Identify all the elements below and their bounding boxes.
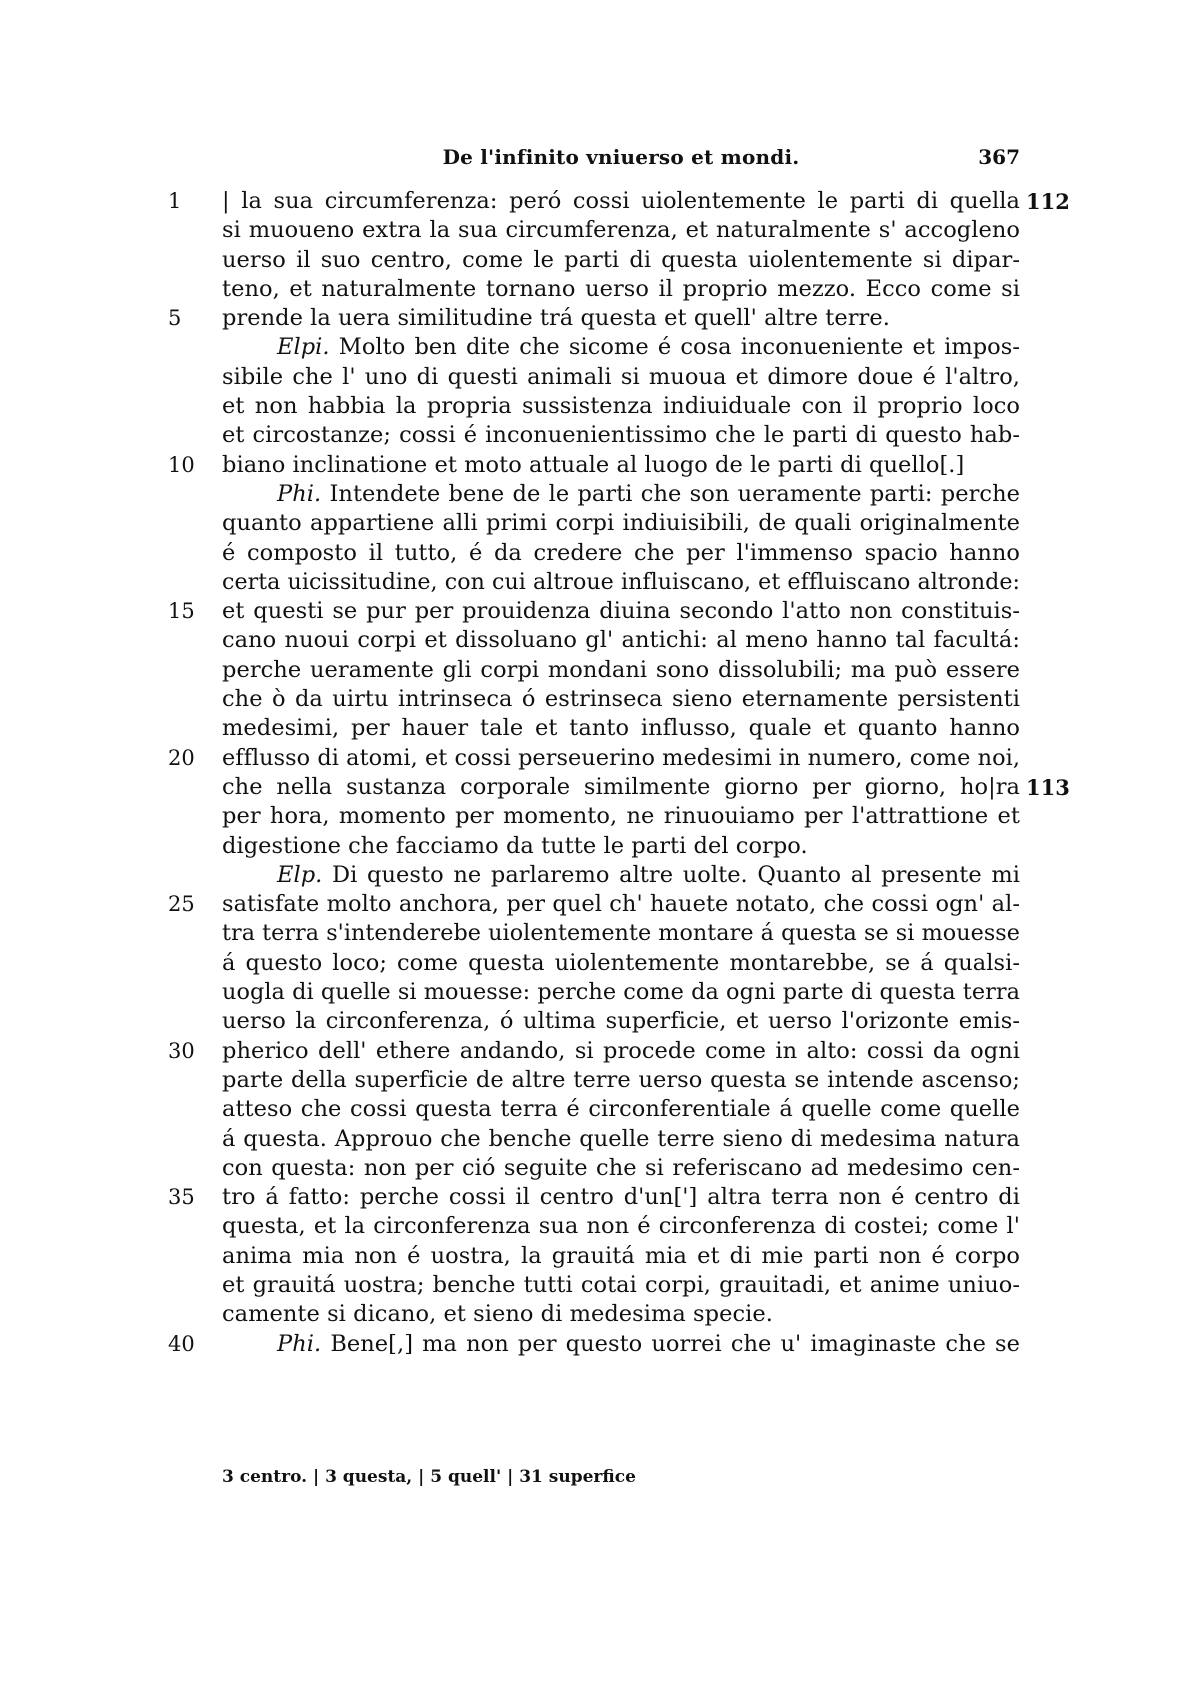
line-content: Di questo ne parlaremo altre uolte. Quanto al presente mi (332, 861, 1021, 888)
line-text (222, 568, 1020, 597)
text-line (0, 656, 1203, 685)
line-text (222, 539, 1020, 568)
text-line (0, 187, 1203, 216)
marginal-page-reference: 113 (1026, 774, 1070, 800)
line-text (222, 890, 1020, 919)
line-content: sibile che l' uno di questi animali si muoua et dimore doue é l'altro, (222, 363, 1020, 390)
line-content: anima mia non é uostra, la grauitá mia et di mie parti non é corpo (222, 1242, 1020, 1269)
line-text (222, 919, 1020, 948)
line-text (222, 1154, 1020, 1183)
line-text (222, 1330, 1020, 1359)
text-line (0, 480, 1203, 509)
text-line (0, 1183, 1203, 1212)
line-number: 40 (168, 1331, 195, 1356)
line-content: tenо, et naturalmente tornano uerso il proprio mezzo. Ecco come si (222, 275, 1020, 302)
text-line (0, 1330, 1203, 1359)
line-text (222, 744, 1020, 773)
line-text (222, 1183, 1020, 1212)
text-line (0, 1066, 1203, 1095)
line-text (222, 978, 1020, 1007)
line-content: camente si dicano, et sieno di medesima specie. (222, 1301, 773, 1328)
line-content: uerso la circonferenza, ó ultima superficie, et uerso l'orizonte emis- (222, 1008, 1020, 1035)
line-content: parte della superficie de altre terre uerso questa se intende ascenso; (222, 1066, 1020, 1093)
text-line (0, 568, 1203, 597)
text-line (0, 978, 1203, 1007)
line-content: Molto ben dite che sicome é cosa inconueniente et impos- (338, 334, 1021, 361)
line-content: perche ueramente gli corpi mondani sono dissolubili; ma può essere (222, 656, 1020, 683)
line-number: 15 (168, 599, 195, 624)
line-content: medesimi, per hauer tale et tanto influsso, quale et quanto hanno (222, 715, 1020, 742)
line-content: si muoueno extra la sua circumferenza, et naturalmente s' accogleno (222, 217, 1020, 244)
text-line (0, 685, 1203, 714)
line-content: questa, et la circonferenza sua non é circonferenza di costei; come l' (222, 1213, 1020, 1240)
line-content: cano nuoui corpi et dissoluano gl' antichi: al meno hanno tal facultá: (222, 627, 1020, 654)
line-number: 35 (168, 1185, 195, 1210)
line-text (222, 685, 1020, 714)
line-content: Bene[,] ma non per questo uorrei che u' imaginaste che se (330, 1330, 1021, 1357)
line-text (222, 1212, 1020, 1241)
line-text (222, 626, 1020, 655)
text-line (0, 714, 1203, 743)
line-number: 30 (168, 1038, 195, 1063)
line-text (222, 421, 1020, 450)
line-number: 5 (168, 306, 182, 331)
line-content: per hora, momento per momento, ne rinuouiamo per l'attrattione et (222, 803, 1020, 830)
line-number: 10 (168, 452, 195, 477)
speaker-name: Phi. (277, 1330, 322, 1357)
line-content: che nella sustanza corporale similmente giorno per giorno, ho|ra (222, 773, 1020, 800)
text-line (0, 275, 1203, 304)
speaker-name: Elpi. (277, 334, 330, 361)
text-line (0, 392, 1203, 421)
text-line (0, 626, 1203, 655)
line-content: uerso il suo centro, come le parti di questa uiolentemente si dipar- (222, 246, 1020, 273)
text-line (0, 1125, 1203, 1154)
main-text (0, 187, 1203, 1359)
text-line (0, 1154, 1203, 1183)
line-content: et circostanze; cossi é inconuenientissimo che le parti di questo hab- (222, 422, 1020, 449)
line-content: et non habbia la propria sussistenza indiuiduale con il proprio loco (222, 393, 1020, 420)
text-line (0, 1300, 1203, 1329)
text-line (0, 363, 1203, 392)
line-text (222, 246, 1020, 275)
text-line (0, 1242, 1203, 1271)
line-content: pherico dell' ethere andando, si procede come in alto: cossi da ogni (222, 1037, 1020, 1064)
line-text (222, 451, 1020, 480)
line-text (222, 1271, 1020, 1300)
line-content: satisfate molto anchora, per quel ch' hauete notato, che cossi ogn' al- (222, 891, 1020, 918)
line-content: certa uicissitudine, con cui altroue influiscano, et effluiscano altronde: (222, 568, 1020, 595)
line-text (222, 1007, 1020, 1036)
text-line (0, 1007, 1203, 1036)
line-text (222, 1037, 1020, 1066)
text-line (0, 1037, 1203, 1066)
line-content: é composto il tutto, é da credere che per l'immenso spacio hanno (222, 539, 1020, 566)
text-line (0, 744, 1203, 773)
line-text (222, 714, 1020, 743)
line-number: 25 (168, 892, 195, 917)
line-text (222, 656, 1020, 685)
line-text (222, 275, 1020, 304)
line-number: 1 (168, 189, 182, 213)
line-text (222, 333, 1020, 362)
text-line (0, 919, 1203, 948)
line-text (222, 216, 1020, 245)
line-content: biano inclinatione et moto attuale al luogo de le parti di quello[.] (222, 451, 965, 478)
text-line (0, 539, 1203, 568)
line-text (222, 949, 1020, 978)
text-line (0, 832, 1203, 861)
text-line (0, 216, 1203, 245)
line-content: quanto appartiene alli primi corpi indiuisibili, de quali originalmente (222, 510, 1020, 537)
line-text (222, 187, 1020, 216)
text-line (0, 1271, 1203, 1300)
line-content: | la sua circumferenza: peró cossi uiolentemente le parti di quella (222, 188, 1020, 214)
text-line (0, 304, 1203, 333)
line-number: 20 (168, 745, 195, 770)
page-number: 367 (978, 145, 1020, 169)
line-text (222, 392, 1020, 421)
line-text (222, 480, 1020, 509)
marginal-page-reference: 112 (1026, 189, 1070, 214)
text-line (0, 1212, 1203, 1241)
line-text (222, 802, 1020, 831)
line-text (222, 597, 1020, 626)
text-line (0, 421, 1203, 450)
line-text (222, 773, 1020, 802)
line-content: Intendete bene de le parti che son ueramente parti: perche (329, 480, 1020, 507)
line-text (222, 1066, 1020, 1095)
text-line (0, 333, 1203, 362)
line-text (222, 832, 1020, 861)
line-content: et questi se pur per prouidenza diuina secondo l'atto non constituis- (222, 598, 1020, 625)
speaker-name: Elp. (277, 861, 323, 888)
line-content: che ò da uirtu intrinseca ó estrinseca sieno eternamente persistenti (222, 686, 1020, 713)
text-line (0, 509, 1203, 538)
line-text (222, 304, 1020, 333)
line-text (222, 363, 1020, 392)
line-content: digestione che facciamo da tutte le parti del corpo. (222, 832, 808, 859)
text-line (0, 861, 1203, 890)
line-text (222, 861, 1020, 890)
text-line (0, 1095, 1203, 1124)
text-line (0, 949, 1203, 978)
speaker-name: Phi. (277, 480, 322, 507)
line-content: atteso che cossi questa terra é circonferentiale á quelle come quelle (222, 1096, 1020, 1123)
line-content: et grauitá uostra; benche tutti cotai corpi, grauitadi, et anime uniuo- (222, 1271, 1020, 1298)
text-line (0, 890, 1203, 919)
text-line (0, 451, 1203, 480)
line-text (222, 1300, 1020, 1329)
line-content: á questo loco; come questa uiolentemente montarebbe, se á qualsi- (222, 949, 1020, 976)
text-line (0, 802, 1203, 831)
line-content: efflusso di atomi, et cossi perseuerino medesimi in numero, come noi, (222, 744, 1020, 771)
line-content: á questa. Approuo che benche quelle terre sieno di medesima natura (222, 1125, 1020, 1152)
line-content: tro á fatto: perche cossi il centro d'un['] altra terra non é centro di (222, 1184, 1020, 1211)
line-content: con questa: non per ció seguite che si referiscano ad medesimo cen- (222, 1154, 1020, 1181)
text-line (0, 597, 1203, 626)
text-line (0, 246, 1203, 275)
text-line (0, 773, 1203, 802)
running-title: De l'infinito vniuerso et mondi. (442, 145, 800, 169)
critical-apparatus: 3 centro. | 3 questa, | 5 quell' | 31 superfice (222, 1467, 636, 1487)
line-content: tra terra s'intenderebe uiolentemente montare á questa se si mouesse (222, 920, 1020, 947)
line-text (222, 1095, 1020, 1124)
line-text (222, 509, 1020, 538)
page-header (222, 145, 1020, 175)
line-text (222, 1125, 1020, 1154)
line-content: prende la uera similitudine trá questa et quell' altre terre. (222, 305, 890, 332)
line-text (222, 1242, 1020, 1271)
line-content: uogla di quelle si mouesse: perche come da ogni parte di questa terra (222, 979, 1020, 1006)
